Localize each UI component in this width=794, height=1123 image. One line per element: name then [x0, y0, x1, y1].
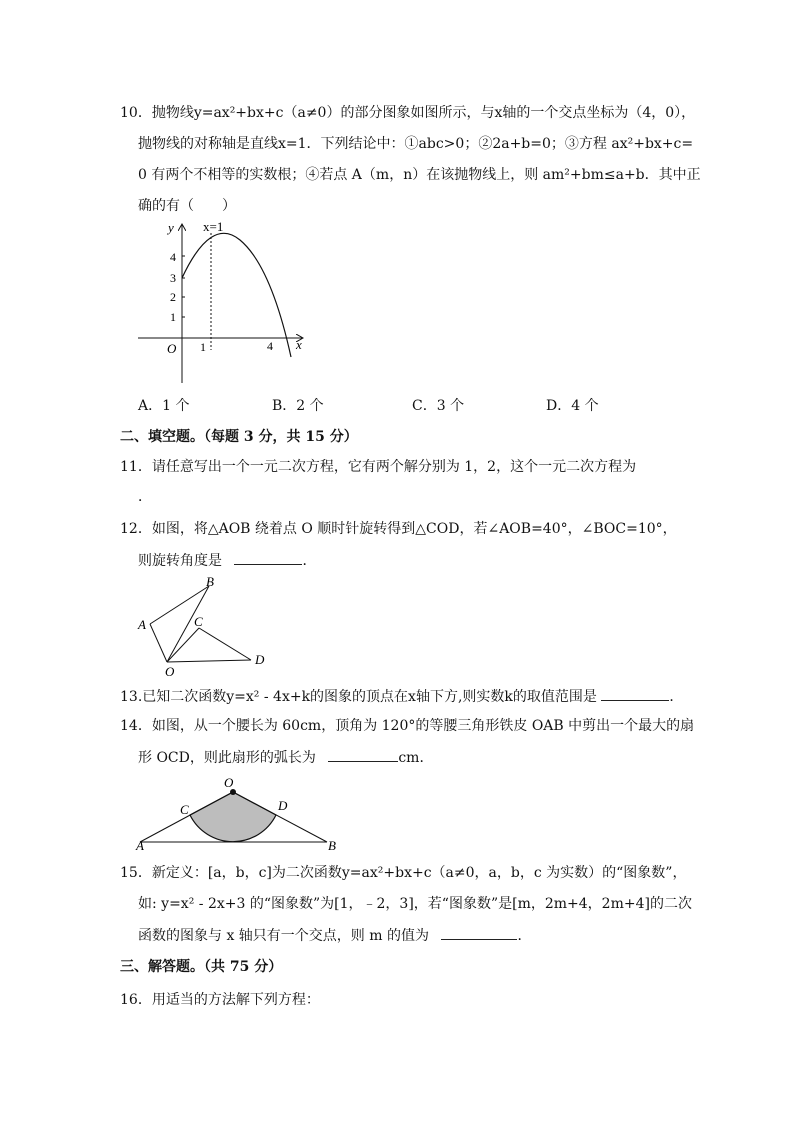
- q13-answer-blank[interactable]: [601, 686, 669, 701]
- fig14-label-a: A: [136, 838, 144, 852]
- q15-line3-end: ．: [517, 928, 532, 944]
- q11-line2: ．: [138, 489, 152, 505]
- q10-line1: 10．抛物线y=ax²+bx+c（a≠0）的部分图象如图所示，与x轴的一个交点坐标为（4，0），: [120, 105, 696, 121]
- q12-line1: 12．如图，将△AOB 绕着点 O 顺时针旋转得到△COD，若∠AOB=40°，∠BOC=10°，: [120, 521, 677, 537]
- section2-heading: 二、填空题。（每题 3 分，共 15 分）: [120, 429, 358, 445]
- q12-line2-text: 则旋转角度是: [138, 553, 222, 569]
- fig12-label-a: A: [138, 617, 146, 632]
- q15-line1: 15．新定义：[a，b，c]为二次函数y=ax²+bx+c（a≠0，a，b，c 为实数）的“图象数”，: [120, 865, 687, 881]
- q14-line2-text: 形 OCD，则此扇形的弧长为: [138, 750, 316, 766]
- fig14-label-c: C: [180, 802, 189, 817]
- q10-option-a: A．1 个: [138, 398, 190, 414]
- section3-heading: 三、解答题。（共 75 分）: [120, 959, 283, 975]
- fig14-label-o: O: [224, 775, 234, 790]
- q15-line2: 如: y=x² - 2x+3 的“图象数”为[1，﹣2，3]，若“图象数”是[m，2m+4，2m+4]的二次: [138, 896, 692, 912]
- q10-option-b: B．2 个: [272, 398, 324, 414]
- q14-answer-blank[interactable]: [328, 747, 398, 762]
- q13-text: 13.已知二次函数y=x² - 4x+k的图象的顶点在x轴下方,则实数k的取值范围是: [120, 689, 597, 705]
- q16-line: 16．用适当的方法解下列方程：: [120, 992, 320, 1008]
- q14-line2-end: cm．: [398, 750, 434, 766]
- q10-option-d: D．4 个: [546, 398, 599, 414]
- q14-line1: 14．如图，从一个腰长为 60cm，顶角为 120°的等腰三角形铁皮 OAB 中剪出一个最大的扇: [120, 718, 695, 734]
- q10-parabola-graph: [130, 215, 310, 390]
- q13-end: ．: [669, 689, 684, 705]
- graph-tick-x1: 1: [200, 340, 206, 354]
- q12-answer-blank[interactable]: [234, 550, 302, 565]
- fig12-label-b: B: [206, 574, 214, 589]
- fig12-label-d: D: [255, 652, 265, 667]
- fig14-label-b: B: [328, 838, 336, 852]
- fig12-label-c: C: [194, 614, 203, 629]
- graph-x-label: x: [296, 337, 302, 352]
- graph-y-label: y: [168, 220, 174, 235]
- fig14-label-d: D: [278, 798, 288, 813]
- q10-line2: 抛物线的对称轴是直线x=1．下列结论中：①abc>0；②2a+b=0；③方程 ax²+bx+c=: [138, 136, 694, 152]
- graph-tick-y4: 4: [170, 250, 176, 264]
- q12-line2: [138, 550, 316, 571]
- q10-line3: 0 有两个不相等的实数根；④若点 A（m，n）在该抛物线上，则 am²+bm≤a+b．其中正: [138, 167, 701, 183]
- sector-ocd: [190, 792, 276, 842]
- q14-line2: [138, 747, 433, 768]
- q13-line: [120, 686, 683, 707]
- q10-option-c: C．3 个: [412, 398, 465, 414]
- graph-tick-y2: 2: [170, 290, 176, 304]
- q15-answer-blank[interactable]: [441, 925, 517, 940]
- q12-rotation-figure: [130, 572, 280, 677]
- q11-line1: 11．请任意写出一个一元二次方程，它有两个解分别为 1，2，这个一元二次方程为: [120, 459, 637, 475]
- q15-line3: [138, 925, 531, 946]
- graph-tick-y3: 3: [170, 271, 176, 285]
- graph-axis-label: x=1: [203, 219, 224, 234]
- fig12-label-o: O: [165, 664, 175, 677]
- graph-tick-y1: 1: [170, 310, 176, 324]
- q15-line3-text: 函数的图象与 x 轴只有一个交点，则 m 的值为: [138, 928, 429, 944]
- q12-line2-end: ．: [302, 553, 317, 569]
- graph-origin: O: [167, 341, 177, 356]
- q14-sector-figure: [130, 772, 345, 852]
- graph-tick-x4: 4: [267, 339, 273, 353]
- q10-line4: 确的有（ ）: [138, 198, 236, 214]
